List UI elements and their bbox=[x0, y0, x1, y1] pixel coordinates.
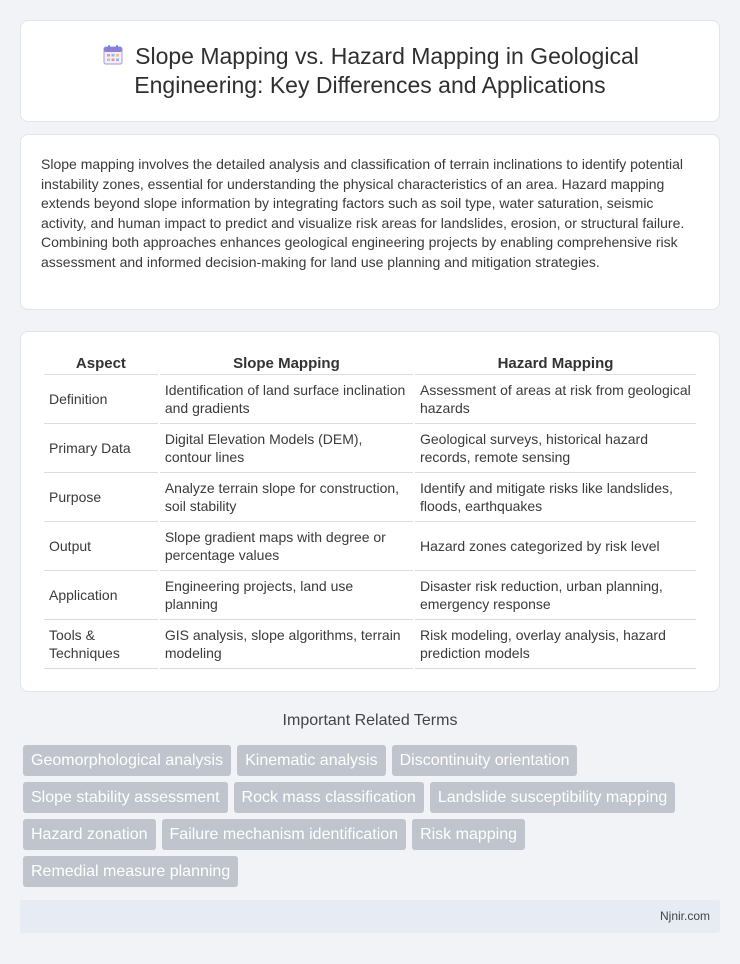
cell-aspect: Primary Data bbox=[44, 424, 158, 473]
cell-slope: Identification of land surface inclination and gradients bbox=[160, 375, 413, 424]
cell-aspect: Tools & Techniques bbox=[44, 620, 158, 669]
cell-aspect: Output bbox=[44, 522, 158, 571]
cell-hazard: Geological surveys, historical hazard records, remote sensing bbox=[415, 424, 696, 473]
table-row bbox=[44, 571, 696, 620]
table-row bbox=[44, 424, 696, 473]
cell-slope: Slope gradient maps with degree or percentage values bbox=[160, 522, 413, 571]
related-term-tag[interactable]: Kinematic analysis bbox=[237, 745, 386, 776]
related-term-tag[interactable]: Remedial measure planning bbox=[23, 856, 238, 887]
related-term-tag[interactable]: Risk mapping bbox=[412, 819, 525, 850]
cell-hazard: Identify and mitigate risks like landslides, floods, earthquakes bbox=[415, 473, 696, 522]
table-row bbox=[44, 473, 696, 522]
table-row bbox=[44, 522, 696, 571]
calendar-icon bbox=[101, 43, 125, 67]
header-hazard-mapping: Hazard Mapping bbox=[415, 351, 696, 375]
cell-hazard: Disaster risk reduction, urban planning, emergency response bbox=[415, 571, 696, 620]
page-title bbox=[21, 42, 719, 100]
comparison-table-card bbox=[20, 331, 720, 692]
related-term-tag[interactable]: Geomorphological analysis bbox=[23, 745, 231, 776]
page-title-text: Slope Mapping vs. Hazard Mapping in Geological Engineering: Key Differences and Applications bbox=[134, 43, 639, 98]
cell-slope: GIS analysis, slope algorithms, terrain modeling bbox=[160, 620, 413, 669]
cell-slope: Digital Elevation Models (DEM), contour lines bbox=[160, 424, 413, 473]
comparison-table bbox=[42, 351, 698, 669]
related-term-tag[interactable]: Discontinuity orientation bbox=[392, 745, 578, 776]
related-term-tag[interactable]: Landslide susceptibility mapping bbox=[430, 782, 675, 813]
title-card bbox=[20, 20, 720, 122]
table-header-row bbox=[44, 351, 696, 375]
footer bbox=[20, 900, 720, 933]
table-row bbox=[44, 620, 696, 669]
cell-aspect: Definition bbox=[44, 375, 158, 424]
table-row bbox=[44, 375, 696, 424]
cell-aspect: Purpose bbox=[44, 473, 158, 522]
footer-site-link[interactable]: Njnir.com bbox=[659, 909, 710, 923]
cell-slope: Engineering projects, land use planning bbox=[160, 571, 413, 620]
cell-slope: Analyze terrain slope for construction, soil stability bbox=[160, 473, 413, 522]
cell-aspect: Application bbox=[44, 571, 158, 620]
related-term-tag[interactable]: Failure mechanism identification bbox=[162, 819, 407, 850]
intro-card bbox=[20, 134, 720, 310]
cell-hazard: Risk modeling, overlay analysis, hazard prediction models bbox=[415, 620, 696, 669]
related-terms-title: Important Related Terms bbox=[282, 712, 458, 729]
related-term-tag[interactable]: Rock mass classification bbox=[234, 782, 424, 813]
cell-hazard: Assessment of areas at risk from geological hazards bbox=[415, 375, 696, 424]
related-terms-list bbox=[23, 745, 703, 893]
header-slope-mapping: Slope Mapping bbox=[160, 351, 413, 375]
related-term-tag[interactable]: Hazard zonation bbox=[23, 819, 156, 850]
cell-hazard: Hazard zones categorized by risk level bbox=[415, 522, 696, 571]
header-aspect: Aspect bbox=[44, 351, 158, 375]
related-term-tag[interactable]: Slope stability assessment bbox=[23, 782, 228, 813]
intro-paragraph: Slope mapping involves the detailed analysis and classification of terrain inclinations to identify potential instability zones, essential for understanding the physical characteristics of an area. Hazard mapping extends beyond slope information by integrating factors such as soil type, water saturation, seismic activity, and human impact to predict and visualize risk areas for landslides, erosion, or structural failure. Combining both approaches enhances geological engineering projects by enabling comprehensive risk assessment and informed decision-making for land use planning and mitigation strategies. bbox=[41, 156, 685, 270]
